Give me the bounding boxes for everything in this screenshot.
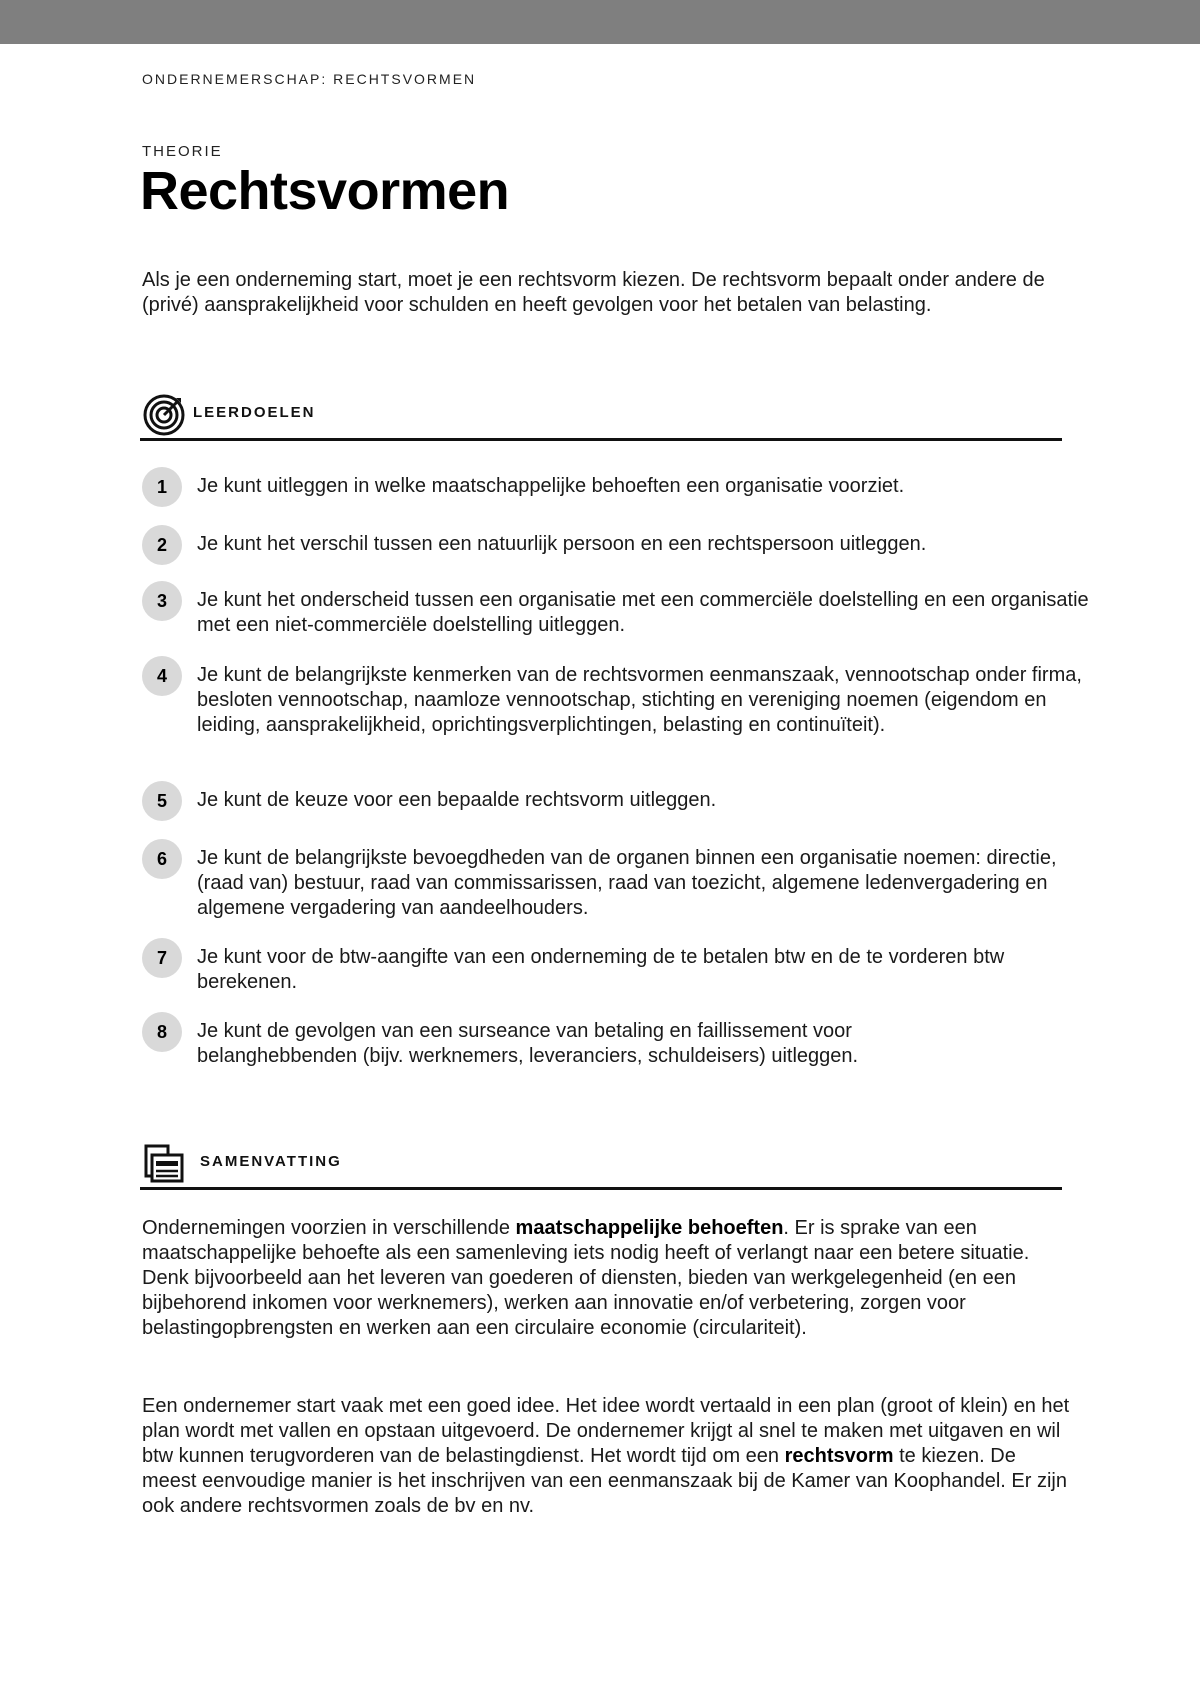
goal-text: Je kunt het onderscheid tussen een organisatie met een commerciële doelstelling en een organisatie met een niet-commerciële doelstelling uitleggen. [197,589,1089,636]
key-term: rechtsvorm [784,1445,894,1467]
goal-number-badge: 8 [142,1012,182,1052]
goal-number-badge: 5 [142,781,182,821]
goal-text: Je kunt voor de btw-aangifte van een onderneming de te betalen btw en de te vorderen btw berekenen. [197,946,1005,993]
goal-number-badge: 1 [142,467,182,507]
target-icon [143,394,185,436]
learning-goals-label: LEERDOELEN [193,404,316,421]
document-stack-icon [143,1143,185,1185]
summary-header [140,1137,1062,1190]
goal-text: Je kunt de belangrijkste kenmerken van de rechtsvormen eenmanszaak, vennootschap onder firma, besloten vennootschap, naamloze vennootschap, stichting en vereniging noemen (eigendom en leiding, aansprakelijkheid, oprichtingsverplichtingen, belasting en continuïteit). [197,664,1082,736]
goal-text: Je kunt uitleggen in welke maatschappelijke behoeften een organisatie voorziet. [197,475,905,497]
goal-number-badge: 3 [142,581,182,621]
goal-text: Je kunt de gevolgen van een surseance van betaling en faillissement voor belanghebbenden (bijv. werknemers, leveranciers, schuldeisers) uitleggen. [197,1020,859,1067]
summary-paragraph-1: Ondernemingen voorzien in verschillende maatschappelijke behoeften. Er is sprake van een maatschappelijke behoefte als een samenleving iets nodig heeft of verlangt naar een betere situatie. Denk bijvoorbeeld aan het leveren van goederen of diensten, bieden van werkgelegenheid (en een bijbehorend inkomen voor werknemers), werken aan innovatie en/of verbetering, zorgen voor belastingopbrengsten en werken aan een circulaire economie (circulariteit). [142,1217,1030,1339]
learning-goals-header [140,388,1062,441]
goal-text: Je kunt de belangrijkste bevoegdheden van de organen binnen een organisatie noemen: directie, (raad van) bestuur, raad van commissarissen, raad van toezicht, algemene ledenvergadering en algemene vergadering van aandeelhouders. [197,847,1057,919]
running-head: ONDERNEMERSCHAP: RECHTSVORMEN [142,71,477,87]
goal-text: Je kunt de keuze voor een bepaalde rechtsvorm uitleggen. [197,789,717,811]
goal-text: Je kunt het verschil tussen een natuurlijk persoon en een rechtspersoon uitleggen. [197,533,927,555]
goal-number-badge: 4 [142,656,182,696]
goal-number-badge: 6 [142,839,182,879]
intro-paragraph: Als je een onderneming start, moet je een rechtsvorm kiezen. De rechtsvorm bepaalt onder andere de (privé) aansprakelijkheid voor schulden en heeft gevolgen voor het betalen van belasting. [142,269,1045,316]
goal-number-badge: 2 [142,525,182,565]
page-title: Rechtsvormen [140,161,510,221]
summary-paragraph-2: Een ondernemer start vaak met een goed idee. Het idee wordt vertaald in een plan (groot of klein) en het plan wordt met vallen en opstaan uitgevoerd. De ondernemer krijgt al snel te maken met uitgaven en wil btw kunnen terugvorderen van de belastingdienst. Het wordt tijd om een rechtsvorm te kiezen. De meest eenvoudige manier is het inschrijven van een eenmanszaak bij de Kamer van Koophandel. Er zijn ook andere rechtsvormen zoals de bv en nv. [142,1395,1070,1517]
summary-label: SAMENVATTING [200,1153,342,1170]
section-kicker: THEORIE [142,143,223,160]
goal-number-badge: 7 [142,938,182,978]
key-term: maatschappelijke behoeften [515,1217,784,1239]
